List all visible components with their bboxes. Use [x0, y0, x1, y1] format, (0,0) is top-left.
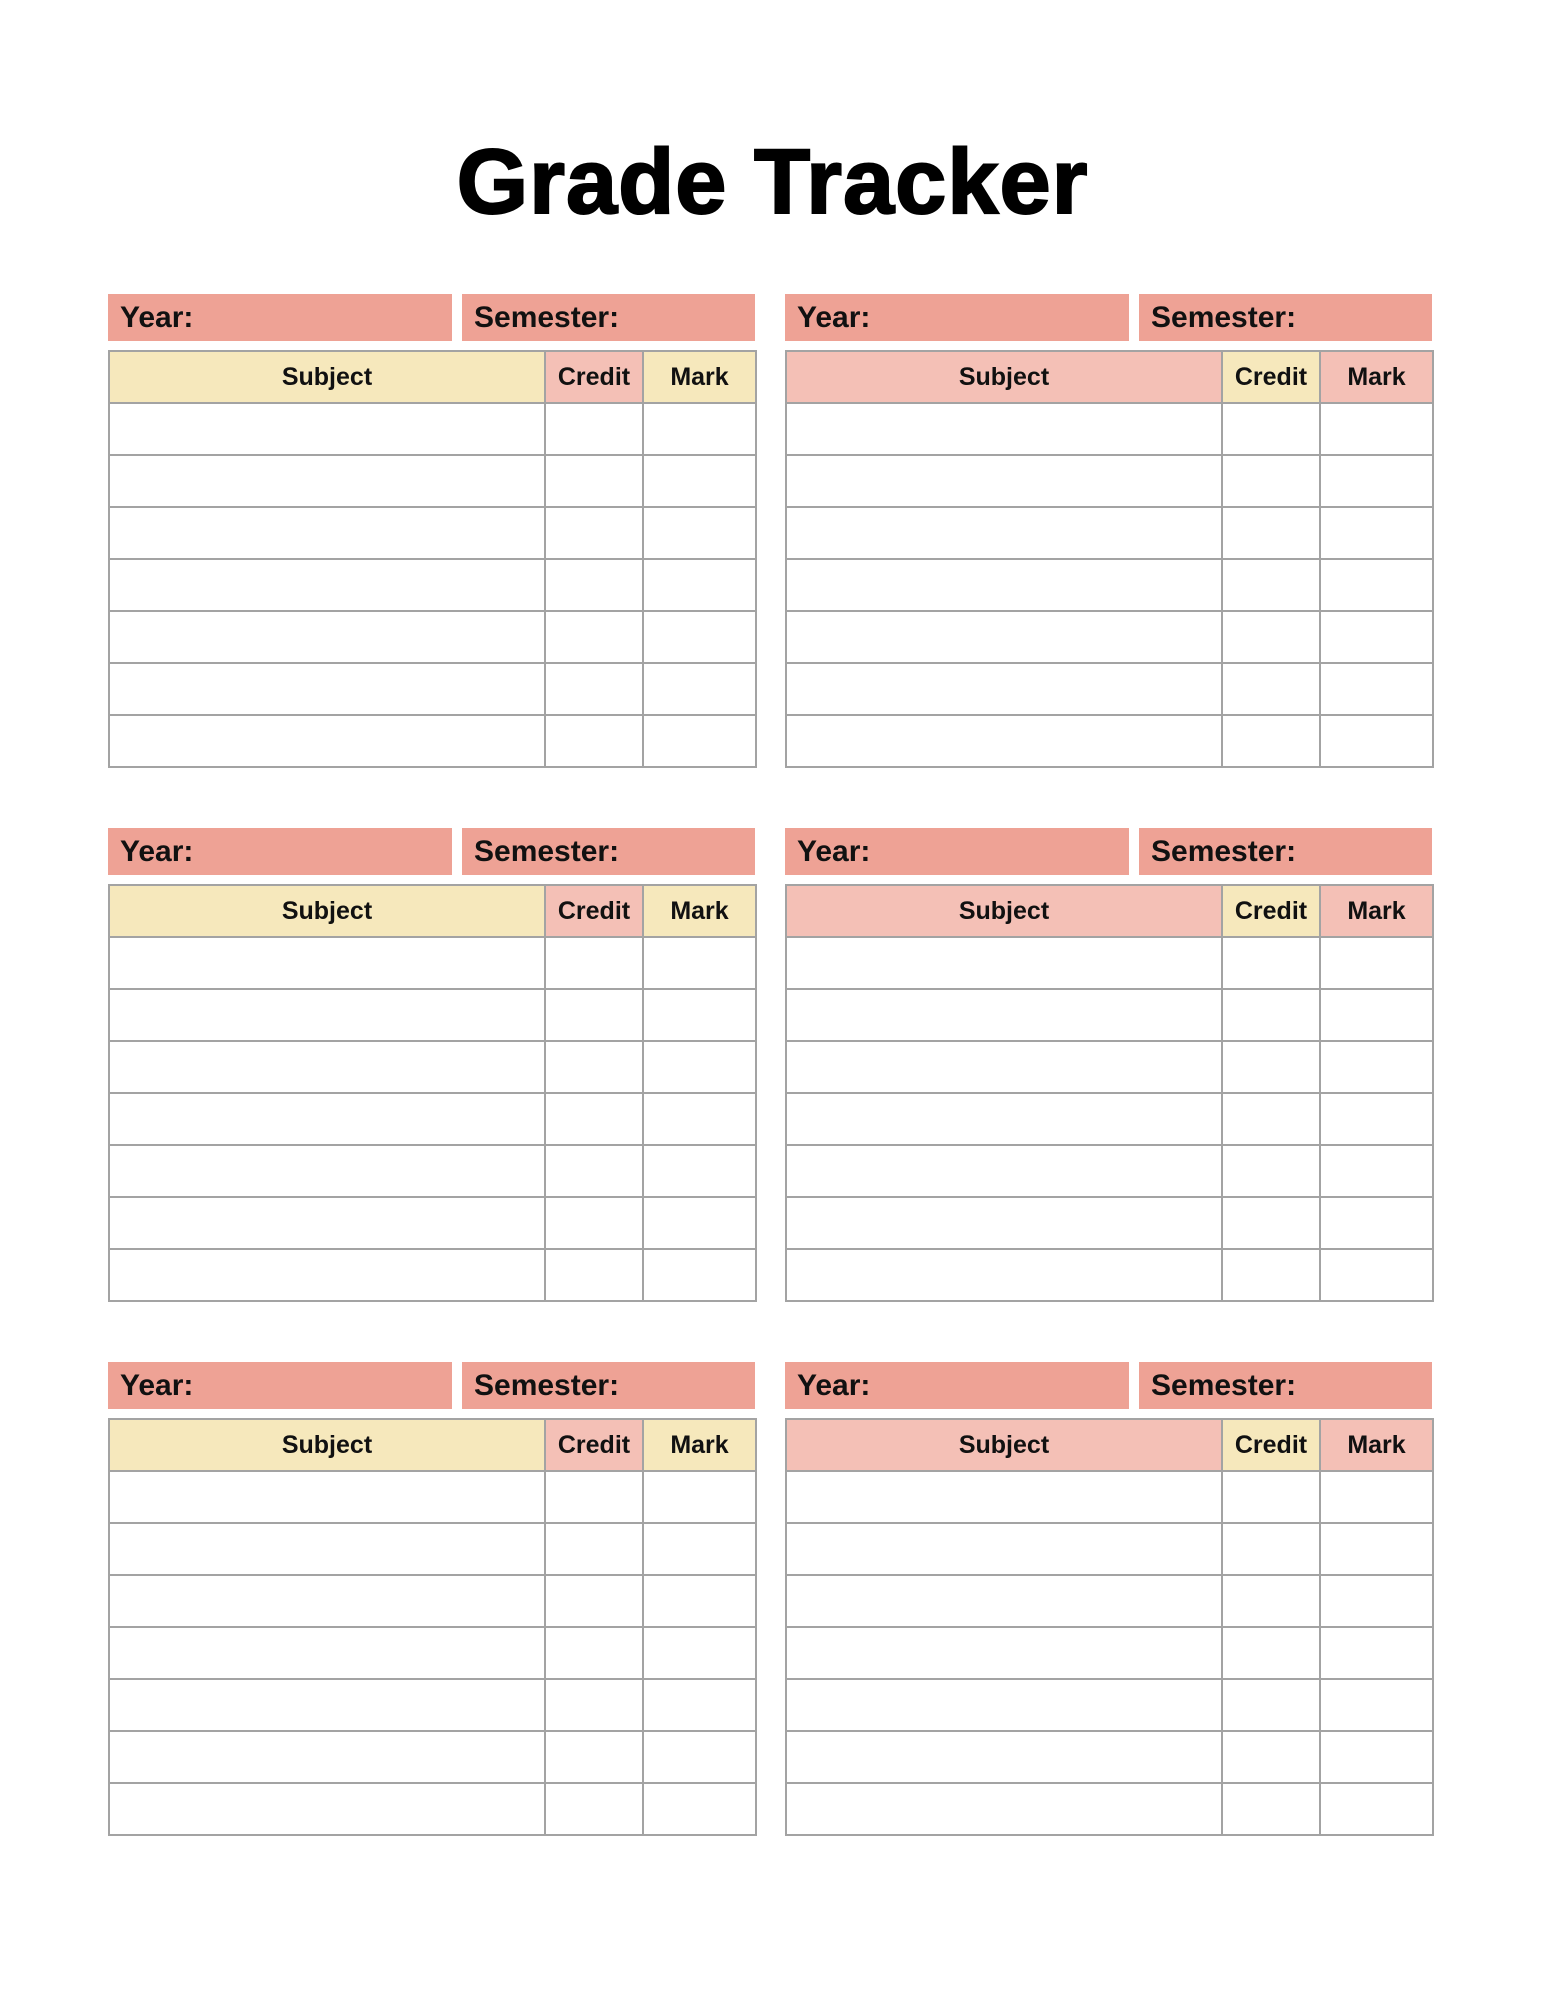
- table-row: [109, 611, 756, 663]
- credit-cell[interactable]: [1222, 1627, 1320, 1679]
- subject-cell[interactable]: [786, 1523, 1222, 1575]
- credit-cell[interactable]: [1222, 1145, 1320, 1197]
- subject-cell[interactable]: [786, 611, 1222, 663]
- subject-cell[interactable]: [109, 455, 545, 507]
- mark-cell[interactable]: [1320, 1575, 1433, 1627]
- credit-cell[interactable]: [545, 663, 643, 715]
- mark-cell[interactable]: [643, 1041, 756, 1093]
- subject-cell[interactable]: [786, 715, 1222, 767]
- table-row: [109, 455, 756, 507]
- credit-cell[interactable]: [1222, 1197, 1320, 1249]
- credit-header: Credit: [1222, 1419, 1320, 1471]
- mark-cell[interactable]: [643, 1679, 756, 1731]
- table-row: [786, 1041, 1433, 1093]
- table-row: [786, 611, 1433, 663]
- table-header-row: [786, 351, 1433, 403]
- credit-cell[interactable]: [545, 989, 643, 1041]
- grade-table: [108, 884, 757, 1302]
- mark-cell[interactable]: [1320, 1041, 1433, 1093]
- credit-cell[interactable]: [545, 1093, 643, 1145]
- subject-cell[interactable]: [109, 611, 545, 663]
- subject-header: Subject: [786, 885, 1222, 937]
- subject-cell[interactable]: [109, 403, 545, 455]
- table-row: [109, 1197, 756, 1249]
- credit-cell[interactable]: [545, 1145, 643, 1197]
- grade-table: [108, 1418, 757, 1836]
- subject-header: Subject: [786, 351, 1222, 403]
- semester-field[interactable]: Semester:: [462, 294, 755, 341]
- subject-header: Subject: [109, 351, 545, 403]
- credit-cell[interactable]: [1222, 1575, 1320, 1627]
- semester-field[interactable]: Semester:: [1139, 1362, 1432, 1409]
- credit-cell[interactable]: [1222, 1731, 1320, 1783]
- subject-cell[interactable]: [109, 559, 545, 611]
- table-header-row: [109, 885, 756, 937]
- credit-cell[interactable]: [545, 1249, 643, 1301]
- subject-cell[interactable]: [786, 663, 1222, 715]
- subject-cell[interactable]: [786, 1575, 1222, 1627]
- subject-header: Subject: [786, 1419, 1222, 1471]
- mark-header: Mark: [1320, 351, 1433, 403]
- table-row: [786, 989, 1433, 1041]
- subject-cell[interactable]: [109, 1731, 545, 1783]
- subject-cell[interactable]: [786, 937, 1222, 989]
- table-header-row: [109, 351, 756, 403]
- subject-cell[interactable]: [109, 1093, 545, 1145]
- subject-cell[interactable]: [786, 507, 1222, 559]
- mark-cell[interactable]: [643, 1523, 756, 1575]
- mark-cell[interactable]: [1320, 1731, 1433, 1783]
- table-row: [109, 1783, 756, 1835]
- subject-header: Subject: [109, 885, 545, 937]
- credit-cell[interactable]: [545, 1783, 643, 1835]
- subject-cell[interactable]: [786, 1471, 1222, 1523]
- mark-cell[interactable]: [1320, 663, 1433, 715]
- table-row: [786, 1783, 1433, 1835]
- table-row: [109, 1471, 756, 1523]
- mark-header: Mark: [1320, 885, 1433, 937]
- mark-cell[interactable]: [643, 663, 756, 715]
- credit-cell[interactable]: [1222, 1249, 1320, 1301]
- table-row: [786, 455, 1433, 507]
- subject-cell[interactable]: [786, 989, 1222, 1041]
- table-row: [109, 1575, 756, 1627]
- credit-cell[interactable]: [1222, 715, 1320, 767]
- credit-cell[interactable]: [1222, 937, 1320, 989]
- mark-header: Mark: [1320, 1419, 1433, 1471]
- mark-cell[interactable]: [643, 937, 756, 989]
- table-row: [109, 1679, 756, 1731]
- table-row: [109, 1041, 756, 1093]
- table-row: [109, 1249, 756, 1301]
- credit-header: Credit: [1222, 885, 1320, 937]
- grade-table: [785, 1418, 1434, 1836]
- credit-cell[interactable]: [1222, 1783, 1320, 1835]
- subject-cell[interactable]: [786, 1731, 1222, 1783]
- table-row: [786, 1575, 1433, 1627]
- mark-cell[interactable]: [643, 611, 756, 663]
- table-row: [786, 663, 1433, 715]
- mark-cell[interactable]: [1320, 989, 1433, 1041]
- credit-cell[interactable]: [1222, 1041, 1320, 1093]
- table-row: [109, 663, 756, 715]
- subject-cell[interactable]: [109, 989, 545, 1041]
- credit-cell[interactable]: [545, 1523, 643, 1575]
- subject-cell[interactable]: [786, 1249, 1222, 1301]
- credit-cell[interactable]: [1222, 1093, 1320, 1145]
- subject-cell[interactable]: [786, 1783, 1222, 1835]
- credit-cell[interactable]: [545, 455, 643, 507]
- subject-cell[interactable]: [109, 1197, 545, 1249]
- credit-cell[interactable]: [545, 559, 643, 611]
- table-row: [109, 937, 756, 989]
- credit-cell[interactable]: [1222, 1523, 1320, 1575]
- subject-cell[interactable]: [109, 937, 545, 989]
- table-row: [786, 1471, 1433, 1523]
- mark-cell[interactable]: [1320, 1249, 1433, 1301]
- mark-cell[interactable]: [643, 1093, 756, 1145]
- credit-cell[interactable]: [1222, 611, 1320, 663]
- mark-cell[interactable]: [1320, 715, 1433, 767]
- mark-cell[interactable]: [1320, 611, 1433, 663]
- mark-cell[interactable]: [1320, 1093, 1433, 1145]
- mark-cell[interactable]: [643, 1249, 756, 1301]
- mark-cell[interactable]: [1320, 1471, 1433, 1523]
- credit-cell[interactable]: [1222, 455, 1320, 507]
- subject-cell[interactable]: [109, 1679, 545, 1731]
- table-row: [109, 559, 756, 611]
- semester-field[interactable]: Semester:: [462, 828, 755, 875]
- mark-cell[interactable]: [643, 507, 756, 559]
- table-row: [109, 507, 756, 559]
- credit-cell[interactable]: [545, 1575, 643, 1627]
- credit-cell[interactable]: [545, 1731, 643, 1783]
- mark-cell[interactable]: [1320, 1783, 1433, 1835]
- mark-cell[interactable]: [1320, 1523, 1433, 1575]
- subject-cell[interactable]: [109, 1627, 545, 1679]
- mark-cell[interactable]: [643, 1575, 756, 1627]
- credit-cell[interactable]: [1222, 663, 1320, 715]
- subject-cell[interactable]: [109, 1523, 545, 1575]
- credit-cell[interactable]: [545, 715, 643, 767]
- mark-cell[interactable]: [643, 989, 756, 1041]
- page-title: Grade Tracker: [456, 131, 1089, 233]
- table-row: [109, 989, 756, 1041]
- table-header-row: [786, 885, 1433, 937]
- mark-cell[interactable]: [643, 1145, 756, 1197]
- grade-table: [785, 884, 1434, 1302]
- mark-cell[interactable]: [643, 455, 756, 507]
- table-row: [786, 403, 1433, 455]
- subject-cell[interactable]: [109, 1041, 545, 1093]
- mark-cell[interactable]: [1320, 1679, 1433, 1731]
- table-row: [109, 1145, 756, 1197]
- subject-cell[interactable]: [109, 1575, 545, 1627]
- mark-cell[interactable]: [1320, 455, 1433, 507]
- credit-cell[interactable]: [545, 937, 643, 989]
- year-field[interactable]: Year:: [108, 294, 452, 341]
- table-header-row: [786, 1419, 1433, 1471]
- table-row: [786, 1627, 1433, 1679]
- table-row: [109, 1523, 756, 1575]
- mark-header: Mark: [643, 351, 756, 403]
- year-field[interactable]: Year:: [785, 1362, 1129, 1409]
- grade-table: [785, 350, 1434, 768]
- subject-cell[interactable]: [786, 1627, 1222, 1679]
- mark-cell[interactable]: [643, 1197, 756, 1249]
- year-field[interactable]: Year:: [785, 294, 1129, 341]
- subject-cell[interactable]: [109, 1783, 545, 1835]
- credit-header: Credit: [545, 351, 643, 403]
- subject-cell[interactable]: [786, 1679, 1222, 1731]
- mark-cell[interactable]: [1320, 559, 1433, 611]
- table-row: [109, 1093, 756, 1145]
- table-row: [786, 1093, 1433, 1145]
- semester-field[interactable]: Semester:: [462, 1362, 755, 1409]
- table-row: [786, 1523, 1433, 1575]
- mark-cell[interactable]: [1320, 403, 1433, 455]
- credit-header: Credit: [545, 1419, 643, 1471]
- table-row: [786, 937, 1433, 989]
- credit-cell[interactable]: [545, 507, 643, 559]
- credit-cell[interactable]: [545, 1197, 643, 1249]
- subject-cell[interactable]: [109, 1249, 545, 1301]
- table-row: [109, 1731, 756, 1783]
- subject-cell[interactable]: [786, 1041, 1222, 1093]
- credit-cell[interactable]: [1222, 989, 1320, 1041]
- credit-cell[interactable]: [545, 1041, 643, 1093]
- mark-cell[interactable]: [643, 1627, 756, 1679]
- table-row: [786, 715, 1433, 767]
- mark-cell[interactable]: [643, 1783, 756, 1835]
- credit-cell[interactable]: [1222, 559, 1320, 611]
- table-row: [786, 1145, 1433, 1197]
- subject-cell[interactable]: [786, 1197, 1222, 1249]
- table-row: [786, 507, 1433, 559]
- subject-cell[interactable]: [786, 455, 1222, 507]
- subject-cell[interactable]: [109, 1471, 545, 1523]
- subject-cell[interactable]: [786, 1145, 1222, 1197]
- table-row: [786, 559, 1433, 611]
- table-row: [109, 715, 756, 767]
- subject-header: Subject: [109, 1419, 545, 1471]
- mark-cell[interactable]: [643, 1731, 756, 1783]
- year-field[interactable]: Year:: [108, 828, 452, 875]
- credit-header: Credit: [1222, 351, 1320, 403]
- mark-cell[interactable]: [643, 1471, 756, 1523]
- credit-cell[interactable]: [545, 1679, 643, 1731]
- credit-header: Credit: [545, 885, 643, 937]
- mark-header: Mark: [643, 885, 756, 937]
- mark-header: Mark: [643, 1419, 756, 1471]
- year-field[interactable]: Year:: [108, 1362, 452, 1409]
- mark-cell[interactable]: [1320, 1627, 1433, 1679]
- table-row: [786, 1731, 1433, 1783]
- table-header-row: [109, 1419, 756, 1471]
- mark-cell[interactable]: [643, 715, 756, 767]
- mark-cell[interactable]: [643, 403, 756, 455]
- semester-field[interactable]: Semester:: [1139, 294, 1432, 341]
- credit-cell[interactable]: [1222, 1679, 1320, 1731]
- table-row: [109, 1627, 756, 1679]
- subject-cell[interactable]: [109, 663, 545, 715]
- credit-cell[interactable]: [545, 1471, 643, 1523]
- table-row: [786, 1197, 1433, 1249]
- mark-cell[interactable]: [1320, 937, 1433, 989]
- semester-field[interactable]: Semester:: [1139, 828, 1432, 875]
- mark-cell[interactable]: [1320, 1197, 1433, 1249]
- subject-cell[interactable]: [109, 507, 545, 559]
- subject-cell[interactable]: [786, 1093, 1222, 1145]
- table-row: [786, 1249, 1433, 1301]
- credit-cell[interactable]: [1222, 1471, 1320, 1523]
- credit-cell[interactable]: [545, 403, 643, 455]
- credit-cell[interactable]: [1222, 507, 1320, 559]
- credit-cell[interactable]: [1222, 403, 1320, 455]
- table-row: [786, 1679, 1433, 1731]
- mark-cell[interactable]: [643, 559, 756, 611]
- subject-cell[interactable]: [109, 715, 545, 767]
- subject-cell[interactable]: [109, 1145, 545, 1197]
- mark-cell[interactable]: [1320, 1145, 1433, 1197]
- credit-cell[interactable]: [545, 611, 643, 663]
- subject-cell[interactable]: [786, 403, 1222, 455]
- subject-cell[interactable]: [786, 559, 1222, 611]
- grade-table: [108, 350, 757, 768]
- table-row: [109, 403, 756, 455]
- mark-cell[interactable]: [1320, 507, 1433, 559]
- credit-cell[interactable]: [545, 1627, 643, 1679]
- year-field[interactable]: Year:: [785, 828, 1129, 875]
